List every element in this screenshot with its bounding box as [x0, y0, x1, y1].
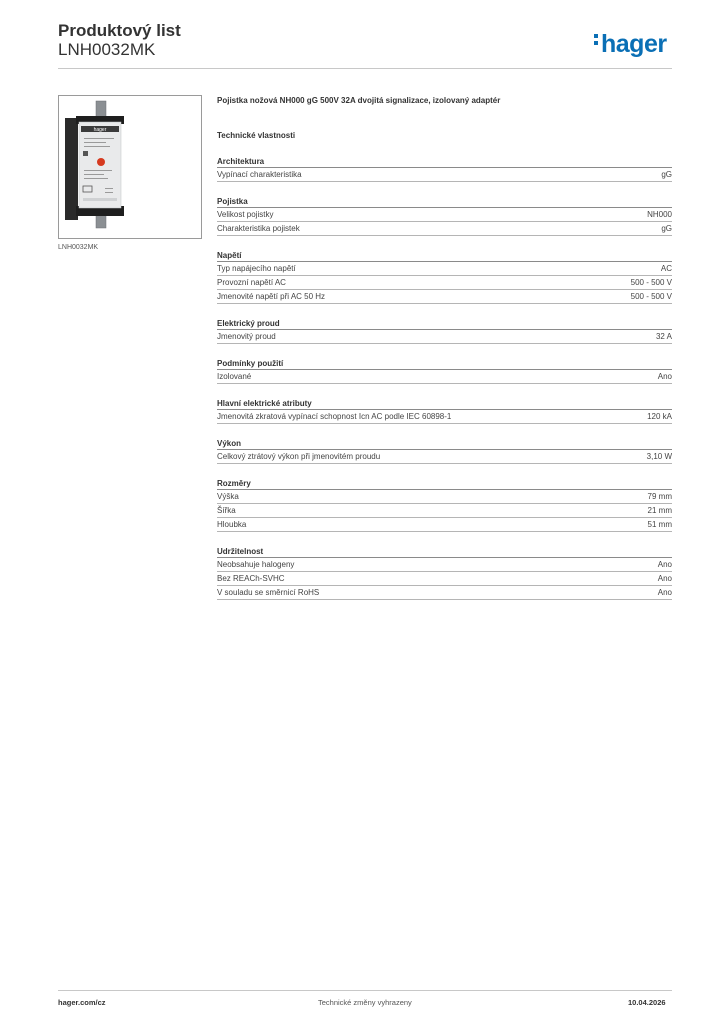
spec-label: Typ napájecího napětí	[217, 264, 296, 273]
spec-row	[217, 370, 672, 384]
footer-notice: Technické změny vyhrazeny	[318, 998, 412, 1007]
group-title: Elektrický proud	[217, 318, 672, 330]
spec-label: Izolované	[217, 372, 252, 381]
spec-label: Jmenovitý proud	[217, 332, 276, 341]
spec-label: Bez REACh-SVHC	[217, 574, 285, 583]
logo-dots-icon	[594, 34, 599, 48]
spec-group-hlavni-elektricke-atributy	[217, 398, 672, 424]
spec-group-architektura	[217, 156, 672, 182]
spec-row	[217, 558, 672, 572]
fuse-label-brand: hager	[93, 127, 107, 133]
spec-row	[217, 586, 672, 600]
spec-value: gG	[661, 224, 672, 233]
footer-divider	[58, 990, 672, 991]
spec-group-pojistka	[217, 196, 672, 236]
header-divider	[58, 68, 672, 69]
spec-label: Velikost pojistky	[217, 210, 274, 219]
spec-group-udrzitelnost	[217, 546, 672, 600]
product-description: Pojistka nožová NH000 gG 500V 32A dvojitá signalizace, izolovaný adaptér	[217, 96, 501, 105]
spec-row	[217, 490, 672, 504]
spec-content	[217, 95, 672, 600]
spec-row	[217, 518, 672, 532]
spec-group-podminky-pouziti	[217, 358, 672, 384]
group-title: Architektura	[217, 156, 672, 168]
spec-label: Celkový ztrátový výkon při jmenovitém proudu	[217, 452, 381, 461]
group-title: Napětí	[217, 250, 672, 262]
spec-row	[217, 410, 672, 424]
spec-value: 51 mm	[647, 520, 672, 529]
group-title: Rozměry	[217, 478, 672, 490]
section-title: Technické vlastnosti	[217, 131, 296, 140]
spec-value: 120 kA	[647, 412, 672, 421]
spec-value: 32 A	[655, 332, 672, 341]
spec-value: Ano	[657, 588, 672, 597]
spec-label: Neobsahuje halogeny	[217, 560, 295, 569]
spec-label: Výška	[217, 492, 239, 501]
spec-value: 3,10 W	[646, 452, 672, 461]
spec-row	[217, 222, 672, 236]
spec-row	[217, 504, 672, 518]
spec-label: V souladu se směrnicí RoHS	[217, 588, 320, 597]
spec-value: 500 - 500 V	[630, 292, 672, 301]
spec-row	[217, 168, 672, 182]
group-title: Udržitelnost	[217, 546, 672, 558]
spec-value: Ano	[657, 372, 672, 381]
spec-label: Vypínací charakteristika	[217, 170, 302, 179]
group-title: Pojistka	[217, 196, 672, 208]
image-caption: LNH0032MK	[58, 244, 99, 251]
spec-value: NH000	[647, 210, 672, 219]
fuse-illustration-icon	[59, 96, 201, 238]
spec-group-rozmery	[217, 478, 672, 532]
spec-row	[217, 572, 672, 586]
spec-value: gG	[661, 170, 672, 179]
spec-row	[217, 450, 672, 464]
group-title: Hlavní elektrické atributy	[217, 398, 672, 410]
footer-website-link[interactable]: hager.com/cz	[58, 998, 106, 1007]
spec-label: Jmenovité napětí při AC 50 Hz	[217, 292, 326, 301]
spec-row	[217, 276, 672, 290]
product-code: LNH0032MK	[58, 40, 156, 59]
spec-group-elektricky-proud	[217, 318, 672, 344]
spec-value: AC	[660, 264, 672, 273]
product-image	[58, 95, 202, 239]
spec-row	[217, 330, 672, 344]
hager-logo[interactable]	[594, 30, 667, 59]
spec-row	[217, 290, 672, 304]
spec-value: 21 mm	[647, 506, 672, 515]
spec-row	[217, 262, 672, 276]
spec-label: Hloubka	[217, 520, 247, 529]
spec-value: 500 - 500 V	[630, 278, 672, 287]
page-title: Produktový list	[58, 21, 181, 40]
logo-text: hager	[601, 30, 667, 58]
footer-date: 10.04.2026	[628, 998, 666, 1007]
group-title: Výkon	[217, 438, 672, 450]
spec-label: Charakteristika pojistek	[217, 224, 300, 233]
spec-label: Šířka	[217, 506, 236, 515]
spec-label: Provozní napětí AC	[217, 278, 286, 287]
group-title: Podmínky použití	[217, 358, 672, 370]
spec-value: Ano	[657, 574, 672, 583]
spec-group-napeti	[217, 250, 672, 304]
spec-value: Ano	[657, 560, 672, 569]
spec-value: 79 mm	[647, 492, 672, 501]
spec-label: Jmenovitá zkratová vypínací schopnost Icn AC podle IEC 60898-1	[217, 412, 452, 421]
spec-group-vykon	[217, 438, 672, 464]
spec-row	[217, 208, 672, 222]
